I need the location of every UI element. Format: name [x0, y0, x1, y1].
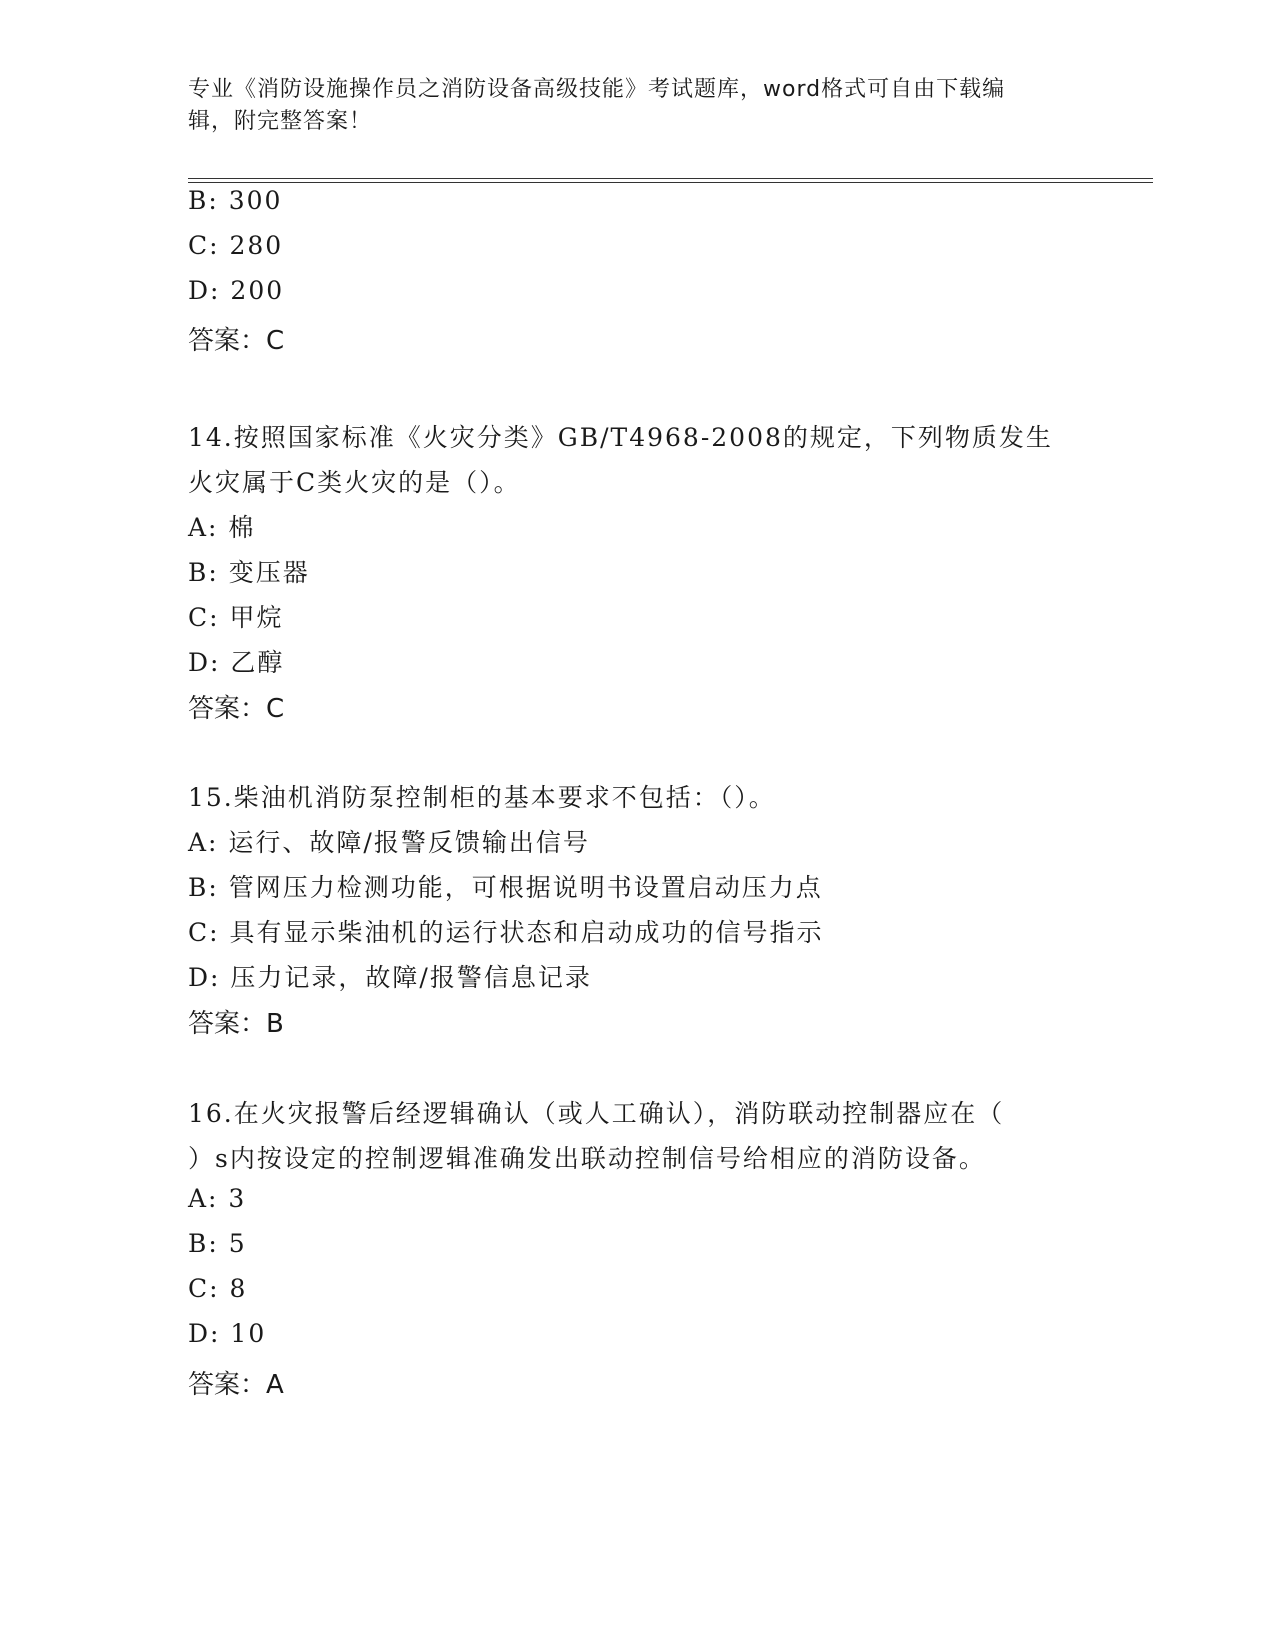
- q16-option-a: A: 3: [188, 1184, 247, 1213]
- q14-stem-line-2: 火灾属于C类火灾的是（）。: [188, 468, 521, 497]
- q15-option-c: C: 具有显示柴油机的运行状态和启动成功的信号指示: [188, 918, 824, 947]
- q16-answer: 答案：A: [188, 1370, 284, 1400]
- q14-option-a: A: 棉: [188, 513, 256, 542]
- header-line-1: 专业《消防设施操作员之消防设备高级技能》考试题库，word格式可自由下载编: [188, 77, 1006, 102]
- q13-option-d: D: 200: [188, 276, 285, 305]
- q16-stem-line-1: 16.在火灾报警后经逻辑确认（或人工确认），消防联动控制器应在（: [188, 1099, 1005, 1128]
- q15-stem-line-1: 15.柴油机消防泵控制柜的基本要求不包括：（）。: [188, 783, 776, 812]
- q15-option-b: B: 管网压力检测功能，可根据说明书设置启动压力点: [188, 873, 823, 902]
- q13-answer: 答案：C: [188, 326, 285, 356]
- q16-option-b: B: 5: [188, 1229, 247, 1258]
- q14-option-c: C: 甲烷: [188, 603, 284, 632]
- q16-option-d: D: 10: [188, 1319, 267, 1348]
- header-line-2: 辑，附完整答案！: [188, 109, 373, 134]
- q15-option-d: D: 压力记录，故障/报警信息记录: [188, 963, 592, 992]
- q13-option-b: B: 300: [188, 186, 283, 215]
- q14-option-b: B: 变压器: [188, 558, 310, 587]
- document-header: [188, 74, 1088, 138]
- header-divider-bottom: [188, 182, 1153, 183]
- q14-option-d: D: 乙醇: [188, 648, 285, 677]
- q15-answer: 答案：B: [188, 1009, 284, 1039]
- q14-answer: 答案：C: [188, 694, 285, 724]
- q13-option-c: C: 280: [188, 231, 284, 260]
- q16-option-c: C: 8: [188, 1274, 248, 1303]
- header-divider-top: [188, 178, 1153, 179]
- q14-stem-line-1: 14.按照国家标准《火灾分类》GB/T4968-2008的规定，下列物质发生: [188, 423, 1053, 452]
- q15-option-a: A: 运行、故障/报警反馈输出信号: [188, 828, 590, 857]
- q16-stem-line-2: ）s内按设定的控制逻辑准确发出联动控制信号给相应的消防设备。: [188, 1144, 986, 1173]
